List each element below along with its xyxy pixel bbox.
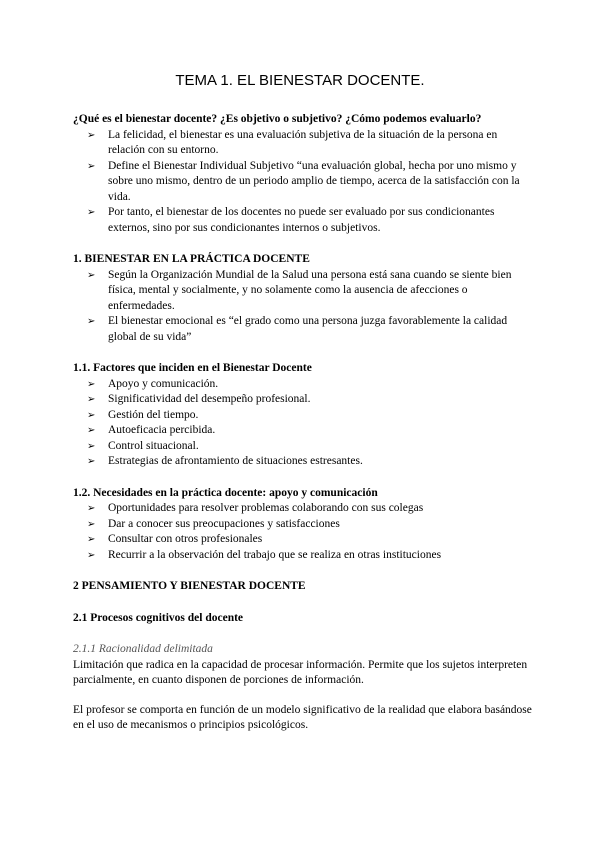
arrow-bullet-icon: ➢ (87, 440, 96, 452)
arrow-bullet-icon: ➢ (87, 316, 96, 327)
arrow-bullet-icon: ➢ (87, 269, 96, 281)
list-item: ➢ Recurrir a la observación del trabajo que se realiza en otras instituciones (73, 548, 533, 564)
list-item: ➢ Apoyo y comunicación. (73, 377, 533, 393)
arrow-bullet-icon: ➢ (87, 394, 96, 405)
section-heading-2-1: 2.1 Procesos cognitivos del docente (73, 611, 244, 624)
paragraph: El profesor se comporta en función de un modelo significativo de la realidad que elabora basándose en el uso de mecanismos o principios psicológicos. (73, 703, 532, 731)
list-item: ➢ Gestión del tiempo. (73, 408, 533, 424)
list-item: ➢ Según la Organización Mundial de la Salud una persona está sana cuando se siente bien física, mental y socialmente, y no solamente como la ausencia de afecciones o enfermedades. (87, 268, 512, 312)
document-title: TEMA 1. EL BIENESTAR DOCENTE. (175, 72, 425, 89)
arrow-bullet-icon: ➢ (87, 456, 96, 467)
list-item: ➢ Por tanto, el bienestar de los docentes no puede ser evaluado por sus condicionantes externos, sino por sus condicionantes internos o subjetivos. (87, 206, 495, 234)
list-item: ➢ Define el Bienestar Individual Subjetivo “una evaluación global, hecha por uno mismo y sobre uno mismo, dentro de un periodo amplio de tiempo, acerca de la satisfacción con la vida. (87, 159, 520, 203)
list-item: ➢ La felicidad, el bienestar es una evaluación subjetiva de la situación de la persona en relación con su entorno. (87, 128, 498, 156)
document-body (73, 112, 533, 734)
arrow-bullet-icon: ➢ (87, 207, 96, 218)
list-item: ➢ Dar a conocer sus preocupaciones y satisfacciones (73, 517, 533, 533)
list-item: ➢ Autoeficacia percibida. (73, 423, 533, 439)
section-1-2-list (73, 501, 533, 563)
arrow-bullet-icon: ➢ (87, 409, 96, 421)
list-item: ➢ Significatividad del desempeño profesional. (73, 392, 533, 408)
arrow-bullet-icon: ➢ (87, 378, 96, 390)
list-item: ➢ Oportunidades para resolver problemas colaborando con sus colegas (73, 501, 533, 517)
paragraph: Limitación que radica en la capacidad de procesar información. Permite que los sujetos interpreten parcialmente, en cuanto disponen de porciones de información. (73, 658, 528, 686)
section-heading-2-1-1: 2.1.1 Racionalidad delimitada (73, 643, 213, 655)
list-item: ➢ Estrategias de afrontamiento de situaciones estresantes. (73, 454, 533, 470)
section-heading-2: 2 PENSAMIENTO Y BIENESTAR DOCENTE (73, 580, 306, 592)
intro-question: ¿Qué es el bienestar docente? ¿Es objetivo o subjetivo? ¿Cómo podemos evaluarlo? (73, 113, 482, 125)
section-heading-1: 1. BIENESTAR EN LA PRÁCTICA DOCENTE (73, 253, 310, 265)
section-1-list (73, 268, 533, 346)
arrow-bullet-icon: ➢ (87, 549, 96, 561)
list-item: ➢ Control situacional. (73, 439, 533, 455)
arrow-bullet-icon: ➢ (87, 160, 96, 172)
arrow-bullet-icon: ➢ (87, 129, 96, 141)
arrow-bullet-icon: ➢ (87, 503, 96, 514)
intro-list (73, 128, 533, 237)
section-heading-1-2: 1.2. Necesidades en la práctica docente: apoyo y comunicación (73, 486, 378, 499)
arrow-bullet-icon: ➢ (87, 518, 96, 530)
section-1-1-list (73, 377, 533, 470)
arrow-bullet-icon: ➢ (87, 425, 96, 436)
list-item: ➢ Consultar con otros profesionales (73, 532, 533, 548)
section-heading-1-1: 1.1. Factores que inciden en el Bienestar Docente (73, 362, 312, 374)
arrow-bullet-icon: ➢ (87, 534, 96, 545)
list-item: ➢ El bienestar emocional es “el grado como una persona juzga favorablemente la calidad global de su vida” (87, 315, 508, 343)
